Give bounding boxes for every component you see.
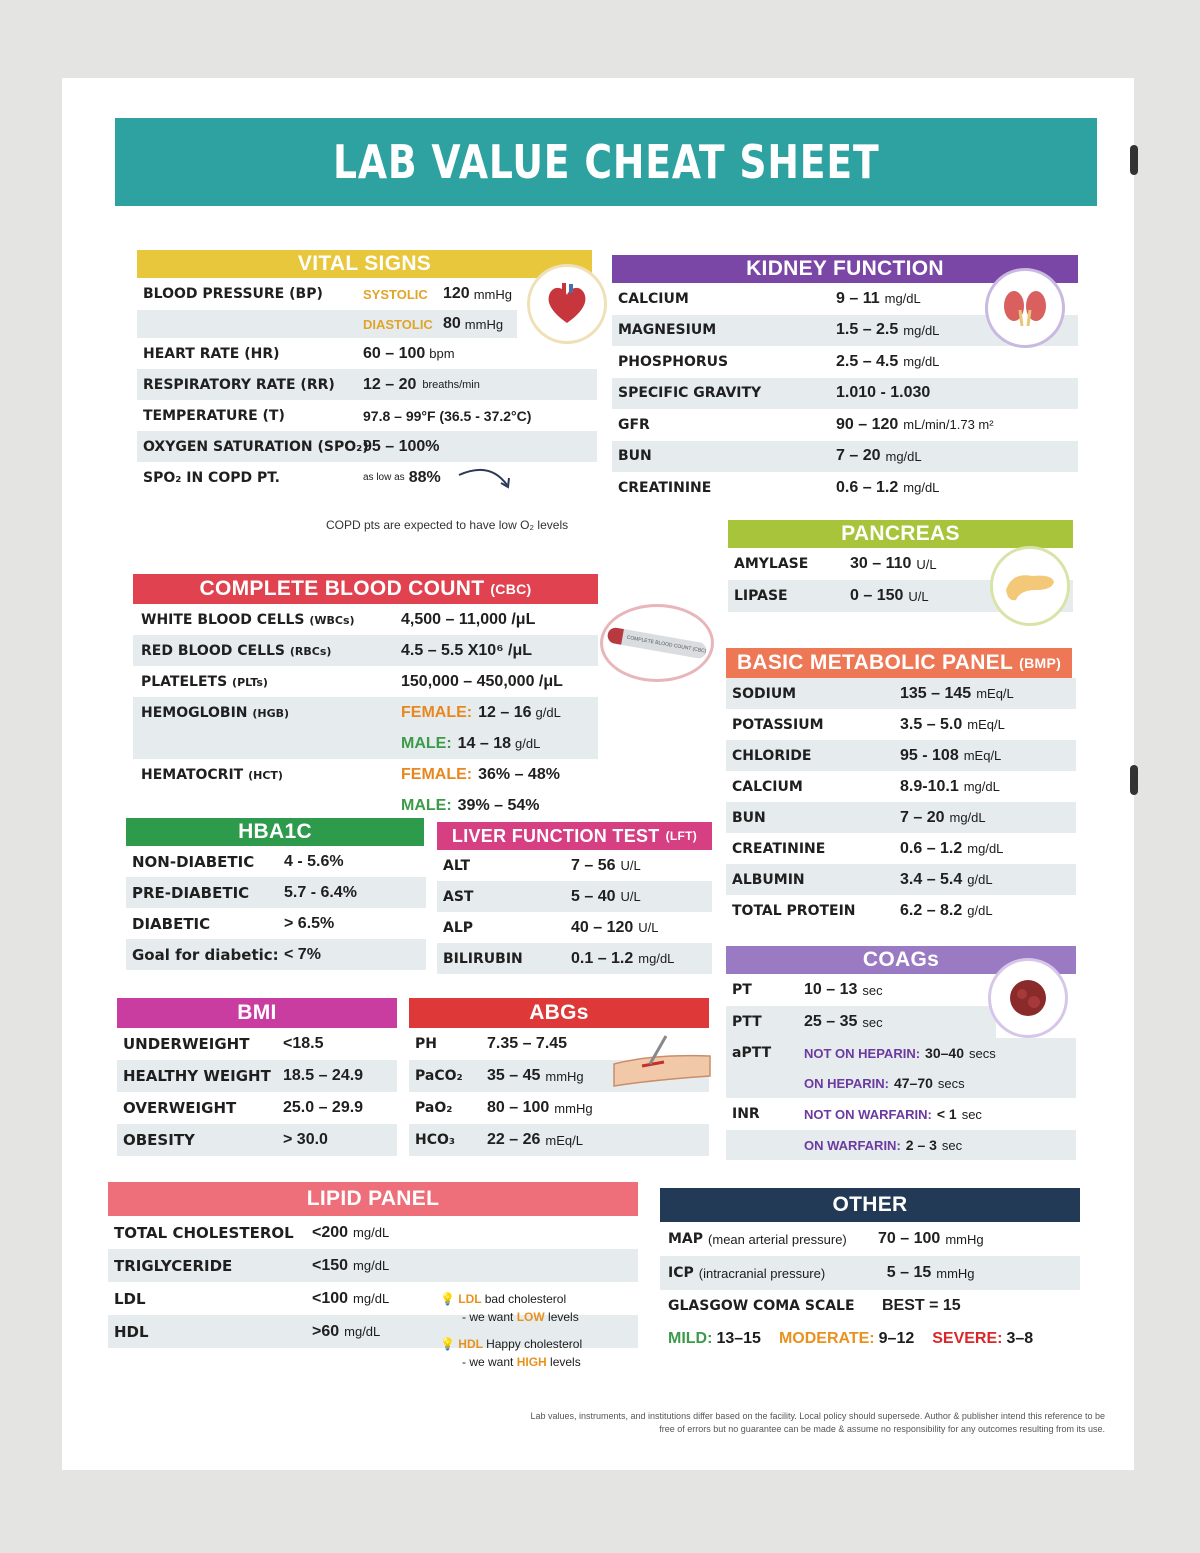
o2-value: 95 – 100% — [363, 437, 440, 455]
table-row — [117, 1060, 397, 1092]
inr-not-value: < 1 — [936, 1106, 957, 1122]
row-label: LDL — [114, 1289, 146, 1308]
sec-unit: sec — [961, 1106, 982, 1122]
row-unit: mEq/L — [545, 1132, 583, 1148]
row-value: >60 — [312, 1322, 340, 1340]
row-label: CREATININE — [732, 840, 826, 857]
systolic-label: SYSTOLIC — [363, 286, 428, 302]
section-title: OTHER — [832, 1193, 908, 1216]
icp-label: ICP — [668, 1265, 694, 1281]
hct-female-value: 36% – 48% — [478, 765, 560, 783]
ptt-label: PTT — [732, 1014, 762, 1030]
row-unit: mg/dL — [353, 1225, 390, 1240]
table-row — [108, 1249, 638, 1282]
row-label: UNDERWEIGHT — [123, 1035, 250, 1053]
bmp-header — [726, 648, 1072, 678]
hgb-abbr: (HGB) — [252, 706, 290, 720]
moderate-label: MODERATE: — [778, 1330, 875, 1347]
row-unit: mg/dL — [638, 951, 675, 966]
pt-value: 10 – 13 — [804, 981, 858, 998]
hba1c-header — [126, 818, 424, 846]
hgb-row — [133, 697, 598, 728]
row-value: <150 — [312, 1256, 349, 1274]
section-title: BASIC METABOLIC PANEL — [736, 651, 1014, 674]
table-row — [726, 833, 1076, 864]
row-label: BUN — [732, 809, 766, 826]
table-row — [117, 1028, 397, 1060]
mild-label: MILD: — [668, 1330, 713, 1347]
row-value: 7 – 20 — [900, 808, 945, 826]
mmhg-unit: mmHg — [936, 1265, 975, 1281]
diastolic-row — [137, 310, 517, 338]
table-row — [117, 1124, 397, 1156]
wbc-label: WHITE BLOOD CELLS — [141, 611, 305, 628]
table-row — [437, 881, 712, 912]
gcs-row — [660, 1290, 1080, 1322]
row-unit: mg/dL — [344, 1324, 381, 1339]
row-value: > 6.5% — [284, 914, 335, 932]
row-label: DIABETIC — [132, 914, 211, 933]
hct-abbr: (HCT) — [248, 768, 283, 782]
row-value: <100 — [312, 1289, 349, 1307]
row-unit: mg/dL — [903, 322, 940, 338]
sec-unit: sec — [862, 982, 883, 998]
other-section — [660, 1188, 1080, 1356]
disclaimer-line-1: Lab values, instruments, and institutions differ based on the facility. Local policy should supersede. Author & publisher intend this reference to be — [530, 1411, 1105, 1421]
hct-male-row — [133, 790, 598, 821]
row-value: 1.5 – 2.5 — [836, 321, 899, 339]
icp-value: 5 – 15 — [886, 1264, 932, 1281]
table-row — [126, 877, 426, 908]
row-label: HEALTHY WEIGHT — [123, 1067, 271, 1085]
row-unit: mg/dL — [353, 1258, 390, 1273]
bmi-section — [117, 998, 397, 1156]
table-row — [726, 740, 1076, 771]
section-title: HBA1C — [238, 820, 312, 843]
bmi-header — [117, 998, 397, 1028]
copd-prefix: as low as — [363, 472, 405, 483]
table-row — [612, 472, 1078, 504]
vital-signs-header — [137, 250, 592, 278]
row-value: 5 – 40 — [571, 887, 616, 905]
male-label: MALE: — [401, 796, 452, 814]
inr-label: INR — [732, 1106, 760, 1122]
vital-signs-section — [137, 250, 597, 493]
o2-label: OXYGEN SATURATION (SPO₂) — [143, 438, 369, 455]
row-label: TRIGLYCERIDE — [114, 1256, 233, 1275]
row-unit: U/L — [638, 920, 659, 935]
gdl-unit: g/dL — [535, 705, 561, 720]
row-value: <200 — [312, 1223, 349, 1241]
plt-abbr: (PLTs) — [232, 675, 268, 689]
row-value: 18.5 – 24.9 — [283, 1067, 364, 1084]
row-value: 5.7 - 6.4% — [284, 883, 357, 901]
mmhg-unit: mmHg — [945, 1231, 984, 1247]
plt-value: 150,000 – 450,000 /μL — [401, 672, 563, 690]
systolic-value: 120 — [443, 285, 470, 302]
ldl-tip-title: LDL — [458, 1292, 482, 1306]
row-value: 0.1 – 1.2 — [571, 949, 634, 967]
row-value: 8.9-10.1 — [900, 777, 959, 795]
row-unit: U/L — [620, 889, 641, 904]
map-value: 70 – 100 — [878, 1230, 941, 1247]
table-row — [612, 409, 1078, 441]
on-heparin-label: ON HEPARIN: — [804, 1075, 889, 1091]
blood-clot-icon — [988, 958, 1068, 1038]
row-unit: mg/dL — [967, 841, 1004, 856]
ldl-tip-low: LOW — [516, 1310, 545, 1324]
row-value: 2.5 – 4.5 — [836, 352, 899, 370]
binder-hole — [1130, 765, 1138, 795]
copd-note: COPD pts are expected to have low O₂ levels — [326, 518, 569, 532]
other-header — [660, 1188, 1080, 1222]
row-value: 35 – 45 — [487, 1067, 541, 1084]
row-unit: mEq/L — [976, 686, 1014, 701]
rbc-value: 4.5 – 5.5 X10⁶ /μL — [401, 641, 533, 659]
copd-row — [137, 462, 597, 493]
row-unit: mg/dL — [949, 810, 986, 825]
row-unit: U/L — [916, 556, 937, 572]
row-label: CALCIUM — [618, 290, 689, 307]
row-label: TOTAL PROTEIN — [732, 902, 856, 919]
table-row — [126, 939, 426, 970]
hdl-tip-levels: levels — [550, 1355, 581, 1369]
hr-unit: bpm — [429, 346, 455, 361]
secs-unit: secs — [937, 1075, 965, 1091]
row-unit: g/dL — [967, 872, 993, 887]
row-label: HDL — [114, 1322, 149, 1341]
lipid-header — [108, 1182, 638, 1216]
map-desc: (mean arterial pressure) — [708, 1231, 847, 1247]
row-unit: mL/min/1.73 m² — [903, 417, 994, 433]
table-row — [726, 709, 1076, 740]
cbc-header — [133, 574, 598, 604]
pancreas-icon — [990, 546, 1070, 626]
page-title: LAB VALUE CHEAT SHEET — [332, 135, 880, 189]
aptt-not-value: 30–40 — [925, 1045, 964, 1061]
row-label: CALCIUM — [732, 778, 803, 795]
row-unit: mmHg — [545, 1068, 584, 1084]
table-row — [437, 850, 712, 881]
bp-label: BLOOD PRESSURE (BP) — [143, 286, 323, 302]
table-row — [126, 846, 426, 877]
row-unit: mg/dL — [885, 448, 922, 464]
row-label: OVERWEIGHT — [123, 1099, 237, 1117]
tube-text: COMPLETE BLOOD COUNT (CBC) — [626, 634, 707, 655]
row-value: < 7% — [284, 945, 321, 963]
hgb-label: HEMOGLOBIN — [141, 704, 248, 721]
row-value: <18.5 — [283, 1035, 324, 1052]
section-title: PANCREAS — [841, 522, 960, 545]
section-title: LIPID PANEL — [306, 1187, 440, 1210]
binder-hole — [1130, 145, 1138, 175]
heart-icon — [527, 264, 607, 344]
row-label: SODIUM — [732, 685, 797, 702]
icp-desc: (intracranial pressure) — [698, 1265, 826, 1281]
row-unit: U/L — [908, 588, 929, 604]
table-row — [437, 912, 712, 943]
row-unit: mg/dL — [884, 291, 921, 307]
ptt-row — [726, 1006, 996, 1038]
hr-value: 60 – 100 — [363, 344, 426, 362]
gcs-value: BEST = 15 — [882, 1297, 961, 1314]
temp-row — [137, 400, 597, 431]
temp-value: 97.8 – 99°F (36.5 - 37.2°C) — [363, 407, 532, 424]
table-row — [612, 378, 1078, 410]
rbc-abbr: (RBCs) — [289, 644, 332, 658]
hdl-tip — [440, 1335, 582, 1371]
rr-label: RESPIRATORY RATE (RR) — [143, 376, 335, 393]
table-row — [726, 771, 1076, 802]
hgb-male-row — [133, 728, 598, 759]
section-abbr: (CBC) — [490, 581, 532, 597]
inr-on-row — [726, 1130, 1076, 1160]
hct-label: HEMATOCRIT — [141, 766, 244, 783]
section-title: BMI — [237, 1001, 277, 1024]
wbc-abbr: (WBCs) — [309, 613, 355, 627]
row-value: 135 – 145 — [900, 684, 972, 702]
hr-row — [137, 338, 597, 369]
arrow-icon — [455, 463, 515, 493]
kidney-icon — [985, 268, 1065, 348]
row-value: 0.6 – 1.2 — [836, 478, 899, 496]
section-title: VITAL SIGNS — [297, 252, 432, 275]
row-value: 25.0 – 29.9 — [283, 1099, 364, 1116]
row-label: PaO₂ — [415, 1100, 453, 1116]
inr-on-value: 2 – 3 — [905, 1137, 937, 1153]
row-label: POTASSIUM — [732, 716, 824, 733]
row-unit: mmHg — [554, 1100, 593, 1116]
row-label: NON-DIABETIC — [132, 852, 255, 871]
table-row — [117, 1092, 397, 1124]
row-value: 7.35 – 7.45 — [487, 1035, 568, 1052]
row-value: 4 - 5.6% — [284, 852, 344, 870]
section-title: ABGs — [529, 1001, 589, 1024]
severe-value: 3–8 — [1006, 1330, 1034, 1347]
row-label: OBESITY — [123, 1131, 195, 1149]
section-abbr: (BMP) — [1019, 655, 1062, 671]
lightbulb-icon: 💡 — [440, 1292, 455, 1306]
section-title: COAGs — [862, 948, 940, 971]
ldl-tip-want: - we want — [462, 1310, 514, 1324]
row-label: LIPASE — [734, 588, 788, 604]
row-label: PH — [415, 1036, 437, 1052]
rr-row — [137, 369, 597, 400]
row-unit: mEq/L — [963, 748, 1002, 763]
hgb-female-value: 12 – 16 — [478, 703, 532, 721]
gcs-scale-row — [660, 1322, 1080, 1356]
rr-value: 12 – 20 — [363, 375, 417, 393]
gdl-unit: g/dL — [515, 736, 541, 751]
hdl-tip-high: HIGH — [516, 1355, 547, 1369]
row-value: 95 - 108 — [900, 746, 959, 764]
row-label: PaCO₂ — [415, 1068, 463, 1084]
row-label: ALT — [443, 857, 470, 874]
lightbulb-icon: 💡 — [440, 1337, 455, 1351]
row-value: 0 – 150 — [850, 587, 904, 604]
gcs-label: GLASGOW COMA SCALE — [668, 1298, 855, 1314]
diastolic-label: DIASTOLIC — [363, 316, 433, 332]
row-value: 6.2 – 8.2 — [900, 901, 963, 919]
wbc-value: 4,500 – 11,000 /μL — [401, 610, 536, 628]
female-label: FEMALE: — [401, 703, 473, 721]
section-abbr: (LFT) — [665, 829, 698, 843]
table-row — [108, 1216, 638, 1249]
row-value: 7 – 56 — [571, 856, 616, 874]
row-value: 22 – 26 — [487, 1131, 541, 1148]
o2-row — [137, 431, 597, 462]
lft-header — [437, 822, 712, 850]
hdl-tip-title: HDL — [458, 1337, 483, 1351]
mild-value: 13–15 — [716, 1330, 761, 1347]
row-unit: U/L — [620, 858, 641, 873]
copd-label: SPO₂ IN COPD PT. — [143, 469, 280, 486]
row-label: TOTAL CHOLESTEROL — [114, 1223, 294, 1242]
row-label: MAGNESIUM — [618, 322, 717, 339]
row-value: 80 – 100 — [487, 1099, 550, 1116]
ptt-value: 25 – 35 — [804, 1013, 858, 1030]
table-row — [726, 678, 1076, 709]
not-on-heparin-label: NOT ON HEPARIN: — [804, 1045, 921, 1061]
sec-unit: sec — [862, 1014, 883, 1030]
rbc-label: RED BLOOD CELLS — [141, 642, 285, 659]
table-row — [612, 346, 1078, 378]
row-unit: mg/dL — [963, 779, 1000, 794]
pancreas-header — [728, 520, 1073, 548]
row-label: AMYLASE — [734, 556, 809, 572]
female-label: FEMALE: — [401, 765, 473, 783]
row-unit: mg/dL — [903, 480, 940, 496]
rbc-row — [133, 635, 598, 666]
lft-section — [437, 822, 712, 974]
severe-label: SEVERE: — [932, 1330, 1003, 1347]
title-banner — [115, 118, 1097, 206]
row-unit: g/dL — [967, 903, 993, 918]
inr-row — [726, 1098, 1076, 1130]
not-on-warfarin-label: NOT ON WARFARIN: — [804, 1106, 932, 1122]
table-row — [612, 441, 1078, 473]
aptt-on-value: 47–70 — [893, 1075, 933, 1091]
row-value: 3.4 – 5.4 — [900, 870, 963, 888]
hgb-male-value: 14 – 18 — [457, 734, 512, 752]
rr-unit: breaths/min — [422, 378, 480, 391]
row-label: BUN — [618, 448, 652, 465]
table-row — [126, 908, 426, 939]
row-unit: mg/dL — [903, 354, 940, 370]
table-row — [437, 943, 712, 974]
secs-unit: secs — [968, 1045, 996, 1061]
plt-label: PLATELETS — [141, 673, 228, 690]
bmp-section — [726, 648, 1076, 926]
table-row — [726, 802, 1076, 833]
plt-row — [133, 666, 598, 697]
aptt-on-row — [726, 1068, 1076, 1098]
section-title: COMPLETE BLOOD COUNT — [199, 577, 485, 600]
arm-syringe-icon — [612, 1024, 712, 1099]
row-label: CREATININE — [618, 479, 712, 496]
row-value: 9 – 11 — [836, 289, 880, 307]
ldl-tip-desc: bad cholesterol — [484, 1292, 567, 1306]
row-label: GFR — [618, 416, 650, 433]
cbc-section — [133, 574, 598, 821]
row-label: ALP — [443, 919, 474, 936]
row-value: > 30.0 — [283, 1131, 328, 1148]
row-value: 90 – 120 — [836, 415, 899, 433]
disclaimer-line-2: free of errors but no guarantee can be made & assume no responsibility for any outcomes resulting from its use. — [659, 1424, 1105, 1434]
row-label: SPECIFIC GRAVITY — [618, 385, 762, 402]
table-row — [726, 864, 1076, 895]
blood-tube-icon — [600, 604, 714, 682]
hr-label: HEART RATE (HR) — [143, 345, 280, 362]
hct-male-value: 39% – 54% — [457, 796, 540, 814]
row-value: 0.6 – 1.2 — [900, 839, 963, 857]
row-value: 3.5 – 5.0 — [900, 715, 963, 733]
map-label: MAP — [668, 1231, 704, 1247]
row-value: 40 – 120 — [571, 918, 634, 936]
disclaimer — [300, 1410, 1105, 1436]
hct-row — [133, 759, 598, 790]
temp-label: TEMPERATURE (T) — [143, 407, 285, 424]
on-warfarin-label: ON WARFARIN: — [804, 1137, 901, 1153]
mmhg-unit: mmHg — [464, 316, 504, 332]
row-unit: mEq/L — [967, 717, 1005, 732]
row-unit: mg/dL — [353, 1291, 390, 1306]
row-value: 1.010 - 1.030 — [836, 384, 931, 402]
icp-row — [660, 1256, 1080, 1290]
aptt-label: aPTT — [732, 1045, 772, 1061]
row-label: Goal for diabetic: — [132, 945, 279, 964]
row-value: 7 – 20 — [836, 447, 881, 465]
diastolic-value: 80 — [443, 315, 461, 332]
row-label: ALBUMIN — [732, 871, 805, 888]
row-label: AST — [443, 888, 474, 905]
ldl-tip-levels: levels — [548, 1310, 579, 1324]
ldl-tip — [440, 1290, 579, 1326]
map-row — [660, 1222, 1080, 1256]
hba1c-section — [126, 818, 426, 970]
mmhg-unit: mmHg — [473, 286, 512, 302]
row-label: PHOSPHORUS — [618, 353, 729, 370]
section-title: LIVER FUNCTION TEST — [451, 825, 660, 846]
hdl-tip-want: - we want — [462, 1355, 514, 1369]
section-title: KIDNEY FUNCTION — [746, 257, 944, 280]
pt-label: PT — [732, 982, 752, 998]
table-row — [726, 895, 1076, 926]
row-label: CHLORIDE — [732, 747, 812, 764]
sec-unit: sec — [941, 1137, 963, 1153]
row-label: PRE-DIABETIC — [132, 883, 250, 902]
wbc-row — [133, 604, 598, 635]
row-value: 30 – 110 — [850, 555, 912, 572]
copd-value: 88% — [408, 468, 441, 486]
hdl-tip-desc: Happy cholesterol — [486, 1337, 583, 1351]
row-label: BILIRUBIN — [443, 950, 523, 967]
row-label: HCO₃ — [415, 1132, 456, 1148]
aptt-row — [726, 1038, 1076, 1068]
moderate-value: 9–12 — [878, 1330, 915, 1347]
table-row — [409, 1124, 709, 1156]
male-label: MALE: — [401, 734, 452, 752]
